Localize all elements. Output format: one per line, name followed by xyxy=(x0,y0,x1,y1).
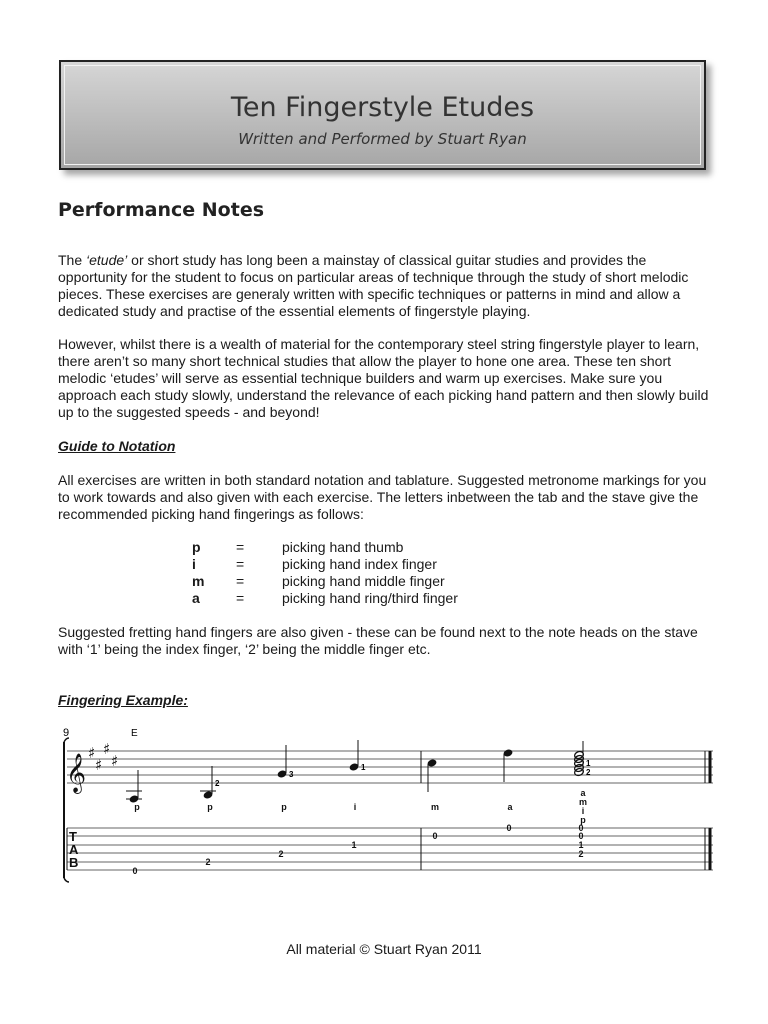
chord-tab-fret: 0 xyxy=(578,823,584,833)
performance-notes-heading: Performance Notes xyxy=(58,199,265,221)
pick-letter: p xyxy=(134,802,140,812)
intro-paragraph xyxy=(58,252,718,320)
tab-fret: 0 xyxy=(506,823,512,833)
legend-row xyxy=(192,590,512,607)
tab-fret: 0 xyxy=(432,831,438,841)
legend-equals: = xyxy=(236,573,245,589)
chord-notes xyxy=(574,741,585,777)
note-4 xyxy=(349,740,360,772)
legend-description: picking hand index finger xyxy=(282,556,437,572)
key-signature-sharps xyxy=(88,740,118,774)
note-6 xyxy=(503,748,514,782)
svg-text:♯: ♯ xyxy=(95,756,103,774)
document-subtitle: Written and Performed by Stuart Ryan xyxy=(238,130,527,148)
tab-label: B xyxy=(69,855,79,870)
chord-pick-letter: m xyxy=(578,797,588,807)
note-3 xyxy=(277,745,288,779)
legend-row xyxy=(192,573,512,590)
svg-text:♯: ♯ xyxy=(88,744,96,762)
legend-equals: = xyxy=(236,556,245,572)
legend-symbol: m xyxy=(192,573,205,589)
intro-lead: The xyxy=(58,252,87,268)
fret-finger: 1 xyxy=(361,763,366,772)
legend-description: picking hand ring/third finger xyxy=(282,590,458,606)
fingering-legend xyxy=(192,539,512,607)
legend-symbol: i xyxy=(192,556,196,572)
tab-fret: 2 xyxy=(205,857,211,867)
svg-text:♯: ♯ xyxy=(103,740,111,758)
pick-letter: i xyxy=(353,802,357,812)
measure-number: 9 xyxy=(63,727,70,739)
chord-tab-fret: 2 xyxy=(578,849,584,859)
fret-finger: 3 xyxy=(289,770,294,779)
bracket-bottom-hook xyxy=(64,878,69,882)
second-paragraph: However, whilst there is a wealth of material for the contemporary steel string fingerstyle player to learn, there aren’t so many short technical studies that allow the player to hone one area. These ten short melodic ‘etudes’ will serve as essential technique builders and warm up exercises. Make sure you approach each study slowly, understand the relevance of each picking hand pattern and then slowly build up to the suggested speeds - and beyond! xyxy=(58,336,709,420)
legend-row xyxy=(192,539,512,556)
pick-letter: p xyxy=(281,802,287,812)
notation-paragraph: All exercises are written in both standard notation and tablature. Suggested metronome markings for you to work towards and also given with each exercise. The letters inbetween the tab and the stave give the recommended picking hand fingerings as follows: xyxy=(58,472,707,522)
intro-rest: or short study has long been a mainstay of classical guitar studies and provides the opportunity for the student to focus on particular areas of technique through the study of short melodic pieces. These exercises are generaly written with specific techniques or patterns in mind and allow a dedicated study and practise of the essential elements of fingerstyle playing. xyxy=(58,252,689,319)
pick-letter: m xyxy=(430,802,440,812)
legend-equals: = xyxy=(236,539,245,555)
staff-lines xyxy=(67,751,713,783)
pick-letter: p xyxy=(207,802,213,812)
tab-fret: 1 xyxy=(351,840,357,850)
fretting-paragraph: Suggested fretting hand fingers are also given - these can be found next to the note heads on the stave with ‘1’ being the index finger, ‘2’ being the middle finger etc. xyxy=(58,624,698,657)
tab-fret: 2 xyxy=(278,849,284,859)
chord-pick-letter: p xyxy=(580,815,586,825)
tab-label: A xyxy=(69,842,79,857)
legend-equals: = xyxy=(236,590,245,606)
chord-fret-finger: 1 xyxy=(586,759,591,768)
fingering-example-notation xyxy=(58,718,718,883)
legend-description: picking hand thumb xyxy=(282,539,404,555)
pick-letter: a xyxy=(507,802,513,812)
chord-pick-letter: i xyxy=(581,806,585,816)
tab-label: T xyxy=(69,829,77,844)
tab-staff-lines xyxy=(67,828,713,870)
fret-finger: 2 xyxy=(215,779,220,788)
chord-pick-letter: a xyxy=(580,788,586,798)
etude-term: ‘etude’ xyxy=(86,252,128,268)
copyright-footer: All material © Stuart Ryan 2011 xyxy=(286,941,482,957)
chord-fret-finger: 2 xyxy=(586,768,591,777)
tab-fret: 0 xyxy=(132,866,138,876)
legend-row xyxy=(192,556,512,573)
chord-tab-fret: 1 xyxy=(578,840,584,850)
chord-symbol: E xyxy=(131,728,138,739)
title-banner xyxy=(59,60,706,170)
guide-heading: Guide to Notation xyxy=(58,438,176,454)
legend-symbol: a xyxy=(192,590,200,606)
legend-symbol: p xyxy=(192,539,201,555)
treble-clef: 𝄞 xyxy=(66,753,87,793)
chord-tab-fret: 0 xyxy=(578,831,584,841)
document-title: Ten Fingerstyle Etudes xyxy=(230,92,535,123)
fingering-example-heading: Fingering Example: xyxy=(58,692,188,708)
svg-text:♯: ♯ xyxy=(111,752,119,770)
legend-description: picking hand middle finger xyxy=(282,573,445,589)
